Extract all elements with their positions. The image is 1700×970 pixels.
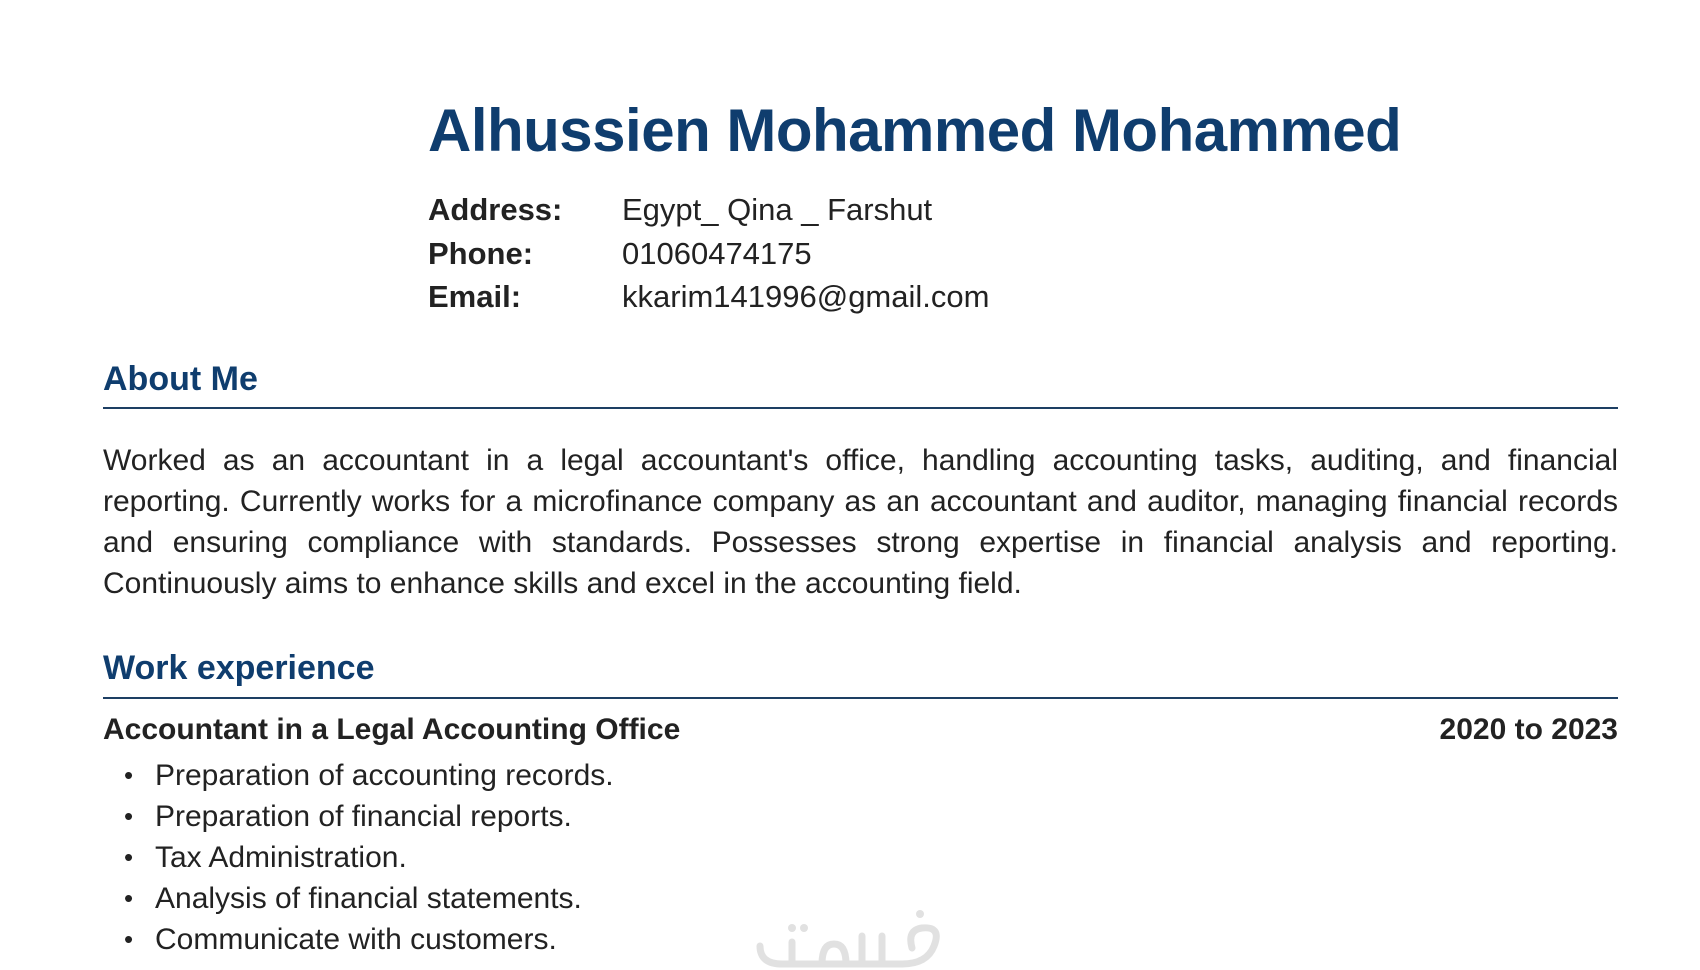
list-item: [103, 837, 614, 878]
job-duties-list: [103, 755, 614, 960]
contact-address-row: [428, 192, 1128, 236]
job-title: Accountant in a Legal Accounting Office: [103, 713, 681, 746]
candidate-name: Alhussien Mohammed Mohammed: [428, 97, 1402, 164]
duty-text: Preparation of accounting records.: [155, 759, 614, 792]
about-divider: [103, 407, 1618, 409]
contact-info: [428, 192, 1128, 323]
work-divider: [103, 697, 1618, 699]
job-header: [103, 713, 1618, 747]
bullet-icon: •: [124, 760, 134, 790]
list-item: [103, 755, 614, 796]
duty-text: Tax Administration.: [155, 841, 407, 874]
duty-text: Communicate with customers.: [155, 923, 557, 956]
bullet-icon: •: [124, 842, 134, 872]
duty-text: Preparation of financial reports.: [155, 800, 572, 833]
work-section-title: Work experience: [103, 649, 375, 687]
contact-phone-row: [428, 236, 1128, 279]
bullet-icon: •: [124, 924, 134, 954]
list-item: [103, 796, 614, 837]
address-label: Address:: [428, 192, 563, 227]
khamsat-logo-watermark: [752, 906, 962, 970]
contact-email-row: [428, 279, 1128, 323]
about-section-title: About Me: [103, 360, 258, 398]
job-dates: 2020 to 2023: [1439, 713, 1618, 746]
duty-text: Analysis of financial statements.: [155, 882, 582, 915]
bullet-icon: •: [124, 883, 134, 913]
address-value: Egypt_ Qina _ Farshut: [622, 192, 933, 227]
email-value: kkarim141996@gmail.com: [622, 279, 990, 314]
bullet-icon: •: [124, 801, 134, 831]
phone-label: Phone:: [428, 236, 534, 271]
list-item: [103, 919, 614, 960]
email-label: Email:: [428, 279, 522, 314]
about-text: Worked as an accountant in a legal accountant's office, handling accounting tasks, auditing, and financial reporting. Currently works for a microfinance company as an accountant and auditor, managing financial records and ensuring compliance with standards. Possesses strong expertise in financial analysis and reporting. Continuously aims to enhance skills and excel in the accounting field.: [103, 444, 1618, 600]
list-item: [103, 878, 614, 919]
phone-value: 01060474175: [622, 236, 812, 271]
